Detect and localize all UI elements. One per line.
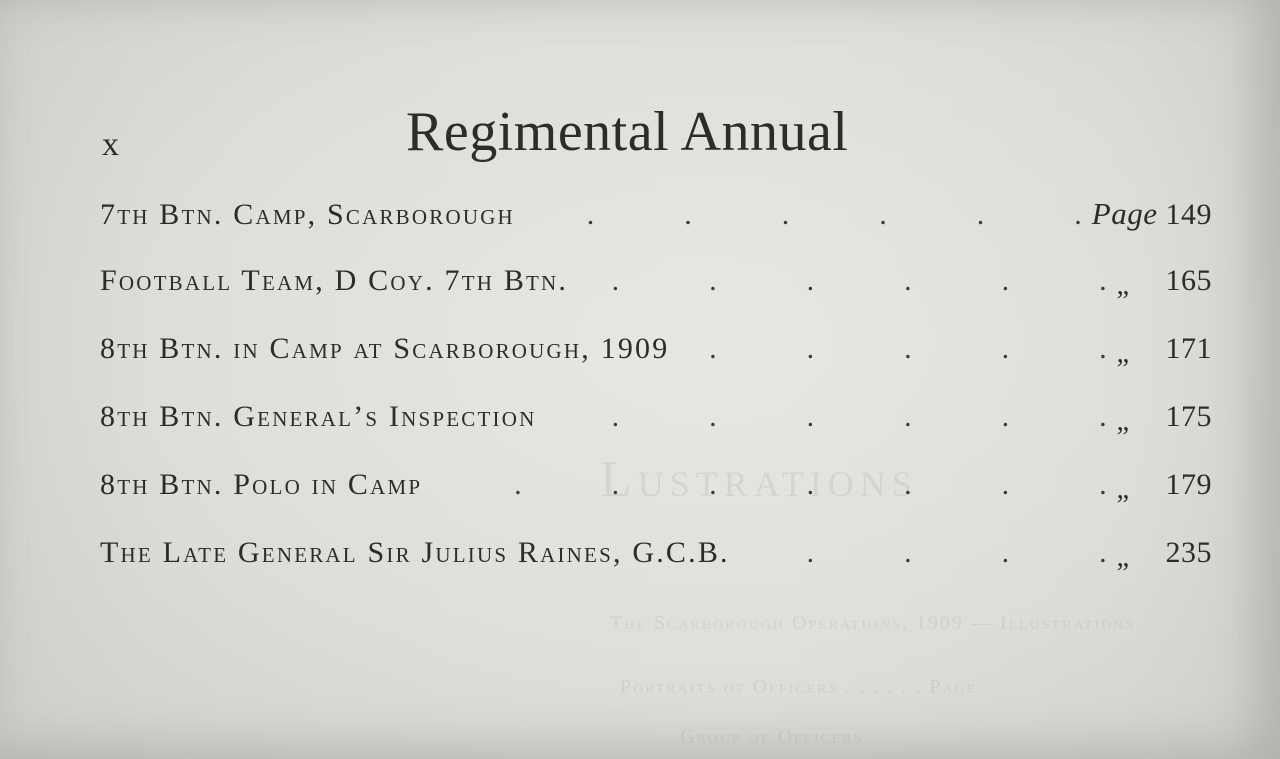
bleed-through-text: Group of Officers [680,726,864,748]
list-item [100,196,1212,264]
list-item [100,332,1212,400]
bleed-through-text: Portraits of Officers . . . . . . Page [620,676,978,698]
page-folio: x [102,126,120,163]
page-reference [1116,264,1212,301]
entry-title: The Late General Sir Julius Raines, G.C.B. [100,536,730,569]
page-number: 171 [1165,332,1212,365]
illustrations-list [100,196,1212,604]
ditto-mark: „ [1116,406,1130,437]
page-reference [1116,536,1212,573]
dot-leader [550,400,1106,434]
ditto-mark: „ [1116,270,1130,301]
page-reference [1116,332,1212,369]
running-title: Regimental Annual [406,101,849,163]
page-reference [1092,196,1212,232]
page-number: 179 [1165,468,1212,501]
dot-leader [744,536,1107,570]
list-item [100,536,1212,604]
ditto-mark: „ [1116,474,1130,505]
ditto-mark: „ [1116,542,1130,573]
entry-title: 8th Btn. Polo in Camp [100,468,423,501]
dot-leader [529,198,1082,232]
dot-leader [683,332,1106,366]
dot-leader [436,468,1106,502]
page-number: 165 [1165,264,1212,297]
page-reference [1116,400,1212,437]
page-label: Page [1091,196,1158,231]
page-number: 149 [1165,198,1212,231]
list-item [100,264,1212,332]
entry-title: 7th Btn. Camp, Scarborough [100,198,515,231]
entry-title: 8th Btn. General’s Inspection [100,400,537,433]
list-item [100,468,1212,536]
bleed-through-text: The Scarborough Operations, 1909 — Illustrations [610,612,1136,634]
entry-title: 8th Btn. in Camp at Scarborough, 1909 [100,332,670,365]
dot-leader [582,264,1106,298]
page-reference [1116,468,1212,505]
bleed-through-text: Lustrations [600,451,918,508]
page-number: 235 [1165,536,1212,569]
list-item [100,400,1212,468]
entry-title: Football Team, D Coy. 7th Btn. [100,264,569,297]
ditto-mark: „ [1116,338,1130,369]
page-number: 175 [1165,400,1212,433]
